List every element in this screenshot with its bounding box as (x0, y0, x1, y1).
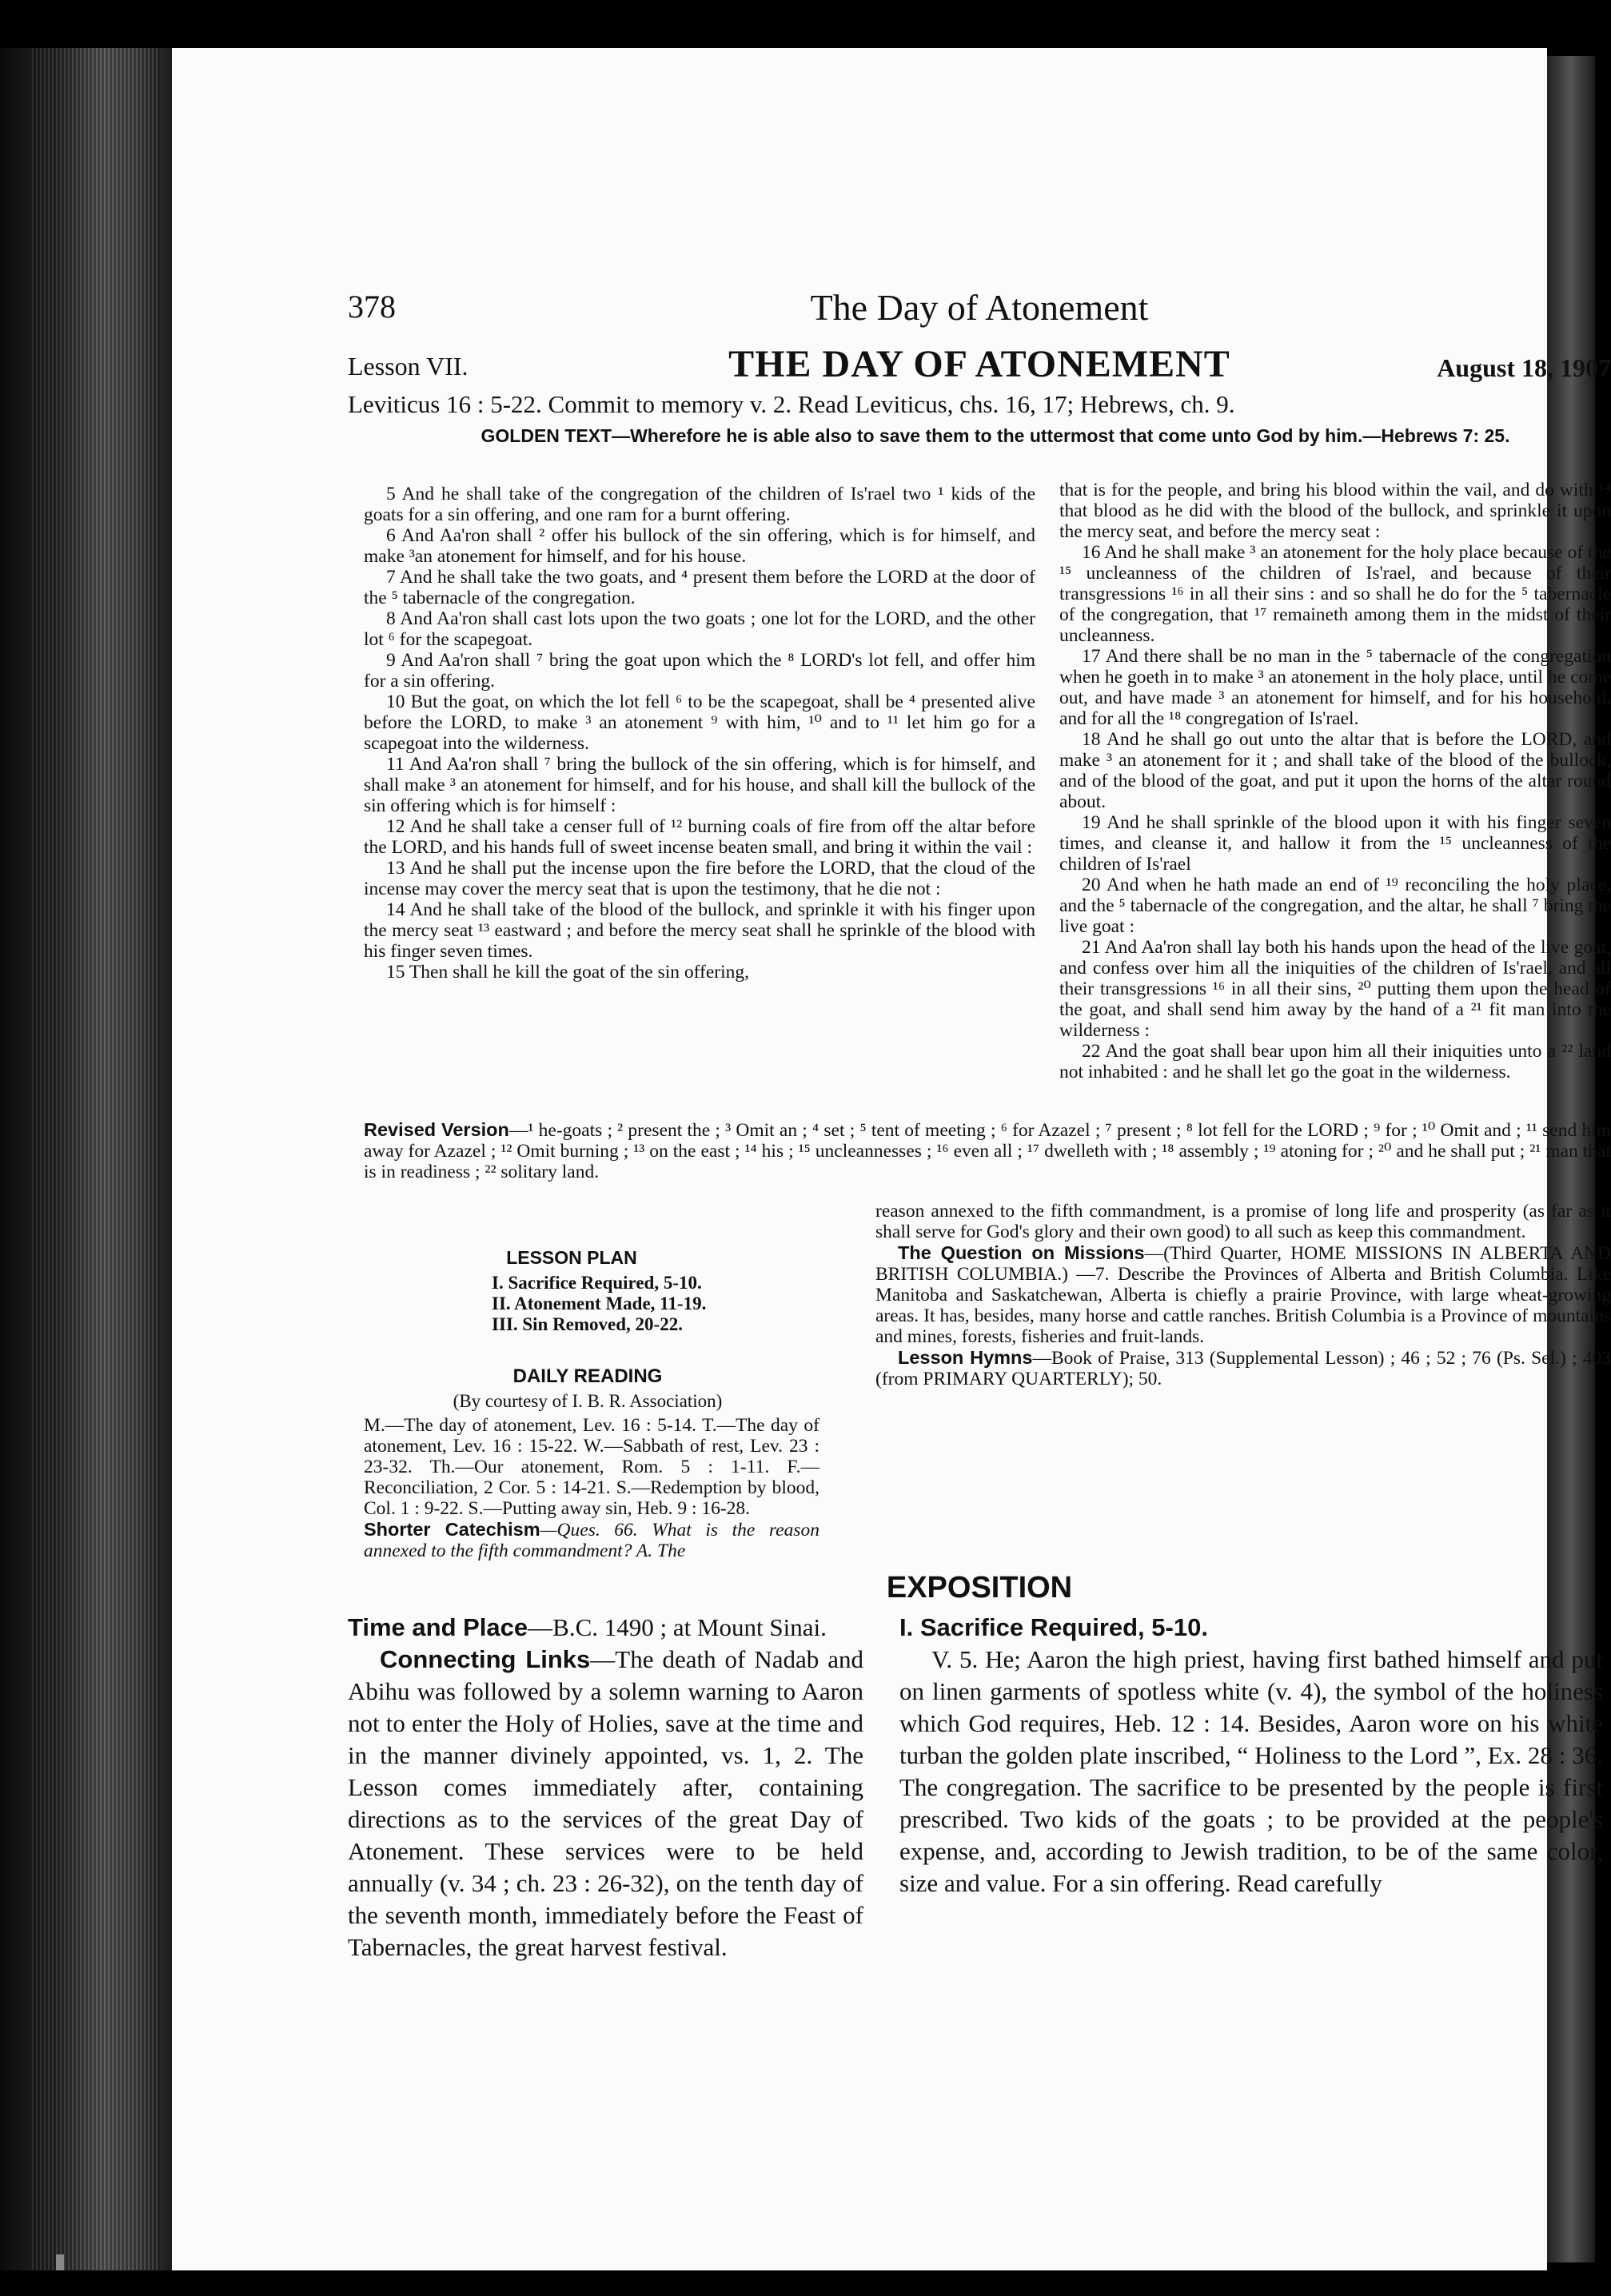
lesson-plan-item: II. Atonement Made, 11-19. (492, 1293, 707, 1313)
verse: 7 And he shall take the two goats, and ⁴ present them before the LORD at the door of the ⁵ tabernacle of the congregation. (364, 567, 1035, 608)
verse: 6 And Aa'ron shall ² offer his bullock of the sin offering, which is for himself, and make ³an atonement for himself, and for his house. (364, 525, 1035, 567)
verse: 22 And the goat shall bear upon him all their iniquities unto a ²² land not inhabited : and he shall let go the goat in the wilderness. (1059, 1041, 1611, 1082)
verse: 10 But the goat, on which the lot fell ⁶ to be the scapegoat, shall be ⁴ presented alive before the LORD, to make ³ an atonement ⁹ with him, ¹⁰ and to ¹¹ let him go for a scapegoat into the wilderness. (364, 692, 1035, 754)
golden-text: GOLDEN TEXT—Wherefore he is able also to save them to the uttermost that come unto God by him.—Hebrews 7: 25. (481, 425, 1510, 446)
verse: 14 And he shall take of the blood of the bullock, and sprinkle it with his finger upon the mercy seat ¹³ eastward ; and before the mercy seat shall he sprinkle of the blood with his finger seven times. (364, 899, 1035, 962)
verse: 12 And he shall take a censer full of ¹² burning coals of fire from off the altar before the LORD, and his hands full of sweet incense beaten small, and bring it within the vail : (364, 816, 1035, 858)
hymns-text: —Book of Praise, 313 (Supplemental Lesson) ; 46 ; 52 ; 76 (Ps. Sel.) ; 403 (from PRIMARY QUARTERLY); 50. (875, 1348, 1611, 1389)
verse: 20 And when he hath made an end of ¹⁹ reconciling the holy place, and the ⁵ tabernacle of the congregation, and the altar, he shall ⁷ bring the live goat : (1059, 875, 1611, 937)
verse: that is for the people, and bring his blood within the vail, and do with ¹⁴ that blood as he did with the blood of the bullock, and sprinkle it upon the mercy seat, and before the mercy seat : (1059, 480, 1611, 542)
lesson-plan-list (492, 1273, 706, 1335)
verse-commentary: V. 5. He; Aaron the high priest, having first bathed himself and put on linen garments of spotless white (v. 4), the symbol of the holiness which God requires, Heb. 12 : 14. Besides, Aaron wore on his white turban the golden plate inscribed, “ Holiness to the Lord ”, Ex. 28 : 36. The congregation. The sacrifice to be presented by the people is first prescribed. Two kids of the goats ; to be provided at the people's expense, and, according to Jewish tradition, to be of the same color, size and value. For a sin offering. Read carefully (899, 1645, 1603, 1897)
verse: 15 Then shall he kill the goat of the sin offering, (386, 962, 750, 983)
time-and-place-label: Time and Place (348, 1613, 528, 1641)
film-mark (56, 2254, 64, 2270)
catechism-continuation: reason annexed to the fifth commandment, is a promise of long life and prosperity (as far as it shall serve for God's glory and their own good) to all such as keep this commandment. (875, 1201, 1611, 1242)
notes-right-column (875, 1201, 1611, 1389)
time-and-place (348, 1612, 863, 1644)
page-content (348, 240, 1611, 2254)
running-title: The Day of Atonement (810, 287, 1149, 328)
lesson-plan-item: III. Sin Removed, 20-22. (492, 1314, 683, 1334)
connecting-links-text: —The death of Nadab and Abihu was followed by a solemn warning to Aaron not to enter the Holy of Holies, save at the time and in the manner divinely appointed, vs. 1, 2. The Lesson comes immediately after, containing directions as to the services of the great Day of Atonement. These services were to be held annually (v. 34 ; ch. 23 : 26-32), on the tenth day of the seventh month, immediately before the Feast of Tabernacles, the great harvest festival. (348, 1645, 863, 1961)
verses-right-column (1059, 480, 1611, 1082)
missions-label: The Question on Missions (898, 1242, 1145, 1263)
revised-version-label: Revised Version (364, 1119, 509, 1140)
exposition-left-column (348, 1612, 863, 1963)
verse: 16 And he shall make ³ an atonement for the holy place because of the ¹⁵ uncleanness of the children of Is'rael, and because of their transgressions ¹⁶ in all their sins : and so shall he do for the ⁵ tabernacle of the congregation, that ¹⁷ remaineth among them in the midst of their uncleanness. (1059, 542, 1611, 646)
catechism-question: —Ques. 66. What is the reason annexed to the fifth commandment? A. The (364, 1520, 820, 1561)
book-page (172, 48, 1611, 2270)
verse: 5 And he shall take of the congregation of the children of Is'rael two ¹ kids of the goats for a sin offering, and one ram for a burnt offering. (364, 484, 1035, 525)
daily-reading-block (364, 1415, 819, 1561)
missions-text: —(Third Quarter, HOME MISSIONS IN ALBERTA AND BRITISH COLUMBIA.) —7. Describe the Provinces of Alberta and British Columbia. Like Manitoba and Saskatchewan, Alberta is chiefly a prairie Province, with large wheat-growing areas. It has, besides, many horse and cattle ranches. British Columbia is a Province of mountains and mines, forests, fisheries and fruit-lands. (875, 1243, 1611, 1347)
lesson-date: August 18, 1907 (1437, 353, 1611, 382)
lesson-plan-item: I. Sacrifice Required, 5-10. (492, 1273, 702, 1293)
verse: 17 And there shall be no man in the ⁵ tabernacle of the congregation when he goeth in to make ³ an atonement in the holy place, until he come out, and have made ³ an atonement for himself, and for his household, and for all the ¹⁸ congregation of Is'rael. (1059, 646, 1611, 729)
hymns-label: Lesson Hymns (898, 1347, 1033, 1368)
lesson-title: THE DAY OF ATONEMENT (728, 343, 1230, 385)
daily-reading-text: M.—The day of atonement, Lev. 16 : 5-14. T.—The day of atonement, Lev. 16 : 15-22. W.—Sabbath of rest, Lev. 23 : 23-32. Th.—Our atonement, Rom. 5 : 1-11. F.—Reconciliation, 2 Cor. 5 : 14-21. S.—Redemption by blood, Col. 1 : 9-22. S.—Putting away sin, Heb. 9 : 16-28. (364, 1415, 819, 1519)
daily-reading-title: DAILY READING (512, 1365, 663, 1387)
verse: 18 And he shall go out unto the altar that is before the LORD, and make ³ an atonement for it ; and shall take of the blood of the bullock, and of the blood of the goat, and put it upon the horns of the altar round about. (1059, 729, 1611, 812)
page-number: 378 (348, 289, 396, 325)
exposition-title: EXPOSITION (886, 1571, 1073, 1604)
shorter-catechism (364, 1519, 819, 1561)
section-heading-text: I. Sacrifice Required, 5-10. (899, 1613, 1208, 1641)
book-binding-left (0, 48, 172, 2270)
catechism-label: Shorter Catechism (364, 1519, 540, 1540)
scripture-reference: Leviticus 16 : 5-22. Commit to memory v. 2. Read Leviticus, chs. 16, 17; Hebrews, ch. 9. (348, 390, 1235, 418)
verses-left-column (364, 484, 1035, 983)
lesson-plan-title: LESSON PLAN (506, 1247, 637, 1268)
connecting-links-label: Connecting Links (380, 1645, 591, 1673)
time-and-place-text: —B.C. 1490 ; at Mount Sinai. (528, 1613, 827, 1641)
revised-version-text: —¹ he-goats ; ² present the ; ³ Omit an ; ⁴ set ; ⁵ tent of meeting ; ⁶ for Azazel ; ⁷ present ; ⁸ lot fell for the LORD ; ⁹ for ; ¹⁰ Omit and ; ¹¹ send him away for Azazel ; ¹² Omit burning ; ¹³ on the east ; ¹⁴ his ; ¹⁵ uncleannesses ; ¹⁶ even all ; ¹⁷ dwelleth with ; ¹⁸ assembly ; ¹⁹ atoning for ; ²⁰ and he shall put ; ²¹ man that is in readiness ; ²² solitary land. (364, 1120, 1611, 1182)
lesson-number: Lesson VII. (348, 352, 469, 381)
lesson-hymns (875, 1347, 1611, 1389)
exposition-right-column (899, 1612, 1603, 1899)
section-heading (899, 1612, 1603, 1644)
revised-version (364, 1119, 1611, 1182)
verse: 21 And Aa'ron shall lay both his hands upon the head of the live goat, and confess over him all the iniquities of the children of Is'rael, and all their transgressions ¹⁶ in all their sins, ²⁰ putting them upon the head of the goat, and shall send him away by the hand of a ²¹ fit man into the wilderness : (1059, 937, 1611, 1041)
daily-reading-credit: (By courtesy of I. B. R. Association) (453, 1391, 723, 1411)
verse: 9 And Aa'ron shall ⁷ bring the goat upon which the ⁸ LORD's lot fell, and offer him for a sin offering. (364, 650, 1035, 692)
missions-question (875, 1242, 1611, 1347)
verse: 11 And Aa'ron shall ⁷ bring the bullock of the sin offering, which is for himself, and shall make ³ an atonement for himself, and for his house, and shall kill the bullock of the sin offering which is for himself : (364, 754, 1035, 816)
verse: 19 And he shall sprinkle of the blood upon it with his finger seven times, and cleanse it, and hallow it from the ¹⁵ uncleanness of the children of Is'rael (1059, 812, 1611, 875)
verse: 8 And Aa'ron shall cast lots upon the two goats ; one lot for the LORD, and the other lot ⁶ for the scapegoat. (364, 608, 1035, 650)
connecting-links (348, 1644, 863, 1963)
verse: 13 And he shall put the incense upon the fire before the LORD, that the cloud of the incense may cover the mercy seat that is upon the testimony, that he die not : (364, 858, 1035, 899)
